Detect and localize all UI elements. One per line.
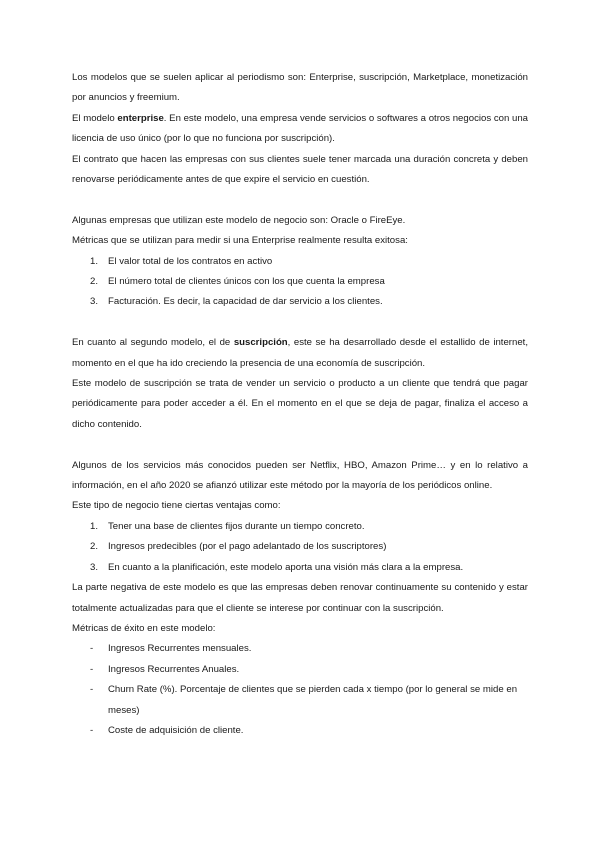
subscription-advantages-title: Este tipo de negocio tiene ciertas ventajas como: [72, 500, 281, 512]
list-item [72, 292, 528, 312]
list-item [72, 721, 528, 741]
enterprise-bold-term: enterprise [117, 112, 164, 124]
enterprise-pre: El modelo [72, 112, 118, 124]
subscription-bold-term: suscripción [233, 337, 288, 349]
dash-bullet: - [90, 684, 94, 696]
subscription-metrics-title: Métricas de éxito en este modelo: [72, 622, 216, 634]
list-text: El número total de clientes únicos con los que cuenta la empresa [108, 276, 385, 288]
subscription-advantages-list [72, 517, 528, 578]
list-item [72, 537, 528, 557]
list-number: 2. [90, 541, 99, 553]
list-item [72, 517, 528, 537]
subscription-post: , este se ha desarrollado desde el estallido de internet, momento en el que ha ido creciendo la presencia de una economía de suscripción. [72, 337, 528, 369]
list-text: En cuanto a la planificación, este modelo aporta una visión más clara a la empresa. [108, 561, 464, 573]
dash-bullet: - [90, 724, 94, 736]
dash-bullet: - [90, 643, 94, 655]
list-text: Tener una base de clientes fijos durante un tiempo concreto. [108, 520, 365, 532]
list-text: Churn Rate (%). Porcentaje de clientes que se pierden cada x tiempo (por lo general se mide en meses) [108, 684, 518, 716]
list-item [72, 660, 528, 680]
list-item [72, 639, 528, 659]
enterprise-post: . En este modelo, una empresa vende servicios o softwares a otros negocios con una licencia de uso único (por lo que no funciona por suscripción). [72, 112, 529, 145]
list-text: El valor total de los contratos en activo [108, 255, 273, 267]
list-item [72, 558, 528, 578]
list-item [72, 680, 528, 721]
spacer [72, 313, 528, 333]
list-item [72, 272, 528, 292]
list-number: 1. [90, 520, 99, 532]
list-number: 2. [90, 276, 99, 288]
spacer [72, 190, 528, 210]
list-number: 1. [90, 255, 99, 267]
list-text: Ingresos Recurrentes mensuales. [108, 643, 252, 655]
enterprise-metrics-title: Métricas que se utilizan para medir si una Enterprise realmente resulta exitosa: [72, 235, 408, 247]
enterprise-metrics-list [72, 252, 528, 313]
list-item [72, 252, 528, 272]
list-text: Ingresos Recurrentes Anuales. [108, 663, 240, 675]
list-text: Ingresos predecibles (por el pago adelantado de los suscriptores) [108, 541, 387, 553]
enterprise-examples: Algunas empresas que utilizan este modelo de negocio son: Oracle o FireEye. [72, 214, 406, 226]
spacer [72, 435, 528, 455]
list-number: 3. [90, 561, 99, 573]
list-number: 3. [90, 296, 99, 308]
intro-paragraph-models: Los modelos que se suelen aplicar al periodismo son: Enterprise, suscripción, Marketplace, monetización por anuncios y freemium. [72, 72, 528, 104]
subscription-paragraph-definition: Este modelo de suscripción se trata de vender un servicio o producto a un cliente que tendrá que pagar periódicamente para poder acceder a él. En el momento en el que se deja de pagar, finaliza el acceso a dicho contenido. [72, 378, 528, 430]
dash-bullet: - [90, 663, 94, 675]
subscription-paragraph-intro [72, 333, 528, 374]
subscription-paragraph-examples: Algunos de los servicios más conocidos pueden ser Netflix, HBO, Amazon Prime… y en lo relativo a información, en el año 2020 se afianzó utilizar este método por la mayoría de los periódicos online. [72, 459, 528, 492]
subscription-metrics-list [72, 639, 528, 741]
list-text: Facturación. Es decir, la capacidad de dar servicio a los clientes. [108, 296, 383, 308]
intro-paragraph-contract: El contrato que hacen las empresas con sus clientes suele tener marcada una duración concreta y deben renovarse periódicamente antes de que expire el servicio en cuestión. [72, 153, 528, 186]
subscription-pre: En cuanto al segundo modelo, el de [72, 337, 234, 349]
subscription-paragraph-negative: La parte negativa de este modelo es que las empresas deben renovar continuamente su contenido y estar totalmente actualizadas para que el cliente se interese por continuar con la suscripción. [72, 582, 528, 614]
intro-paragraph-enterprise [72, 109, 528, 150]
list-text: Coste de adquisición de cliente. [108, 724, 244, 736]
